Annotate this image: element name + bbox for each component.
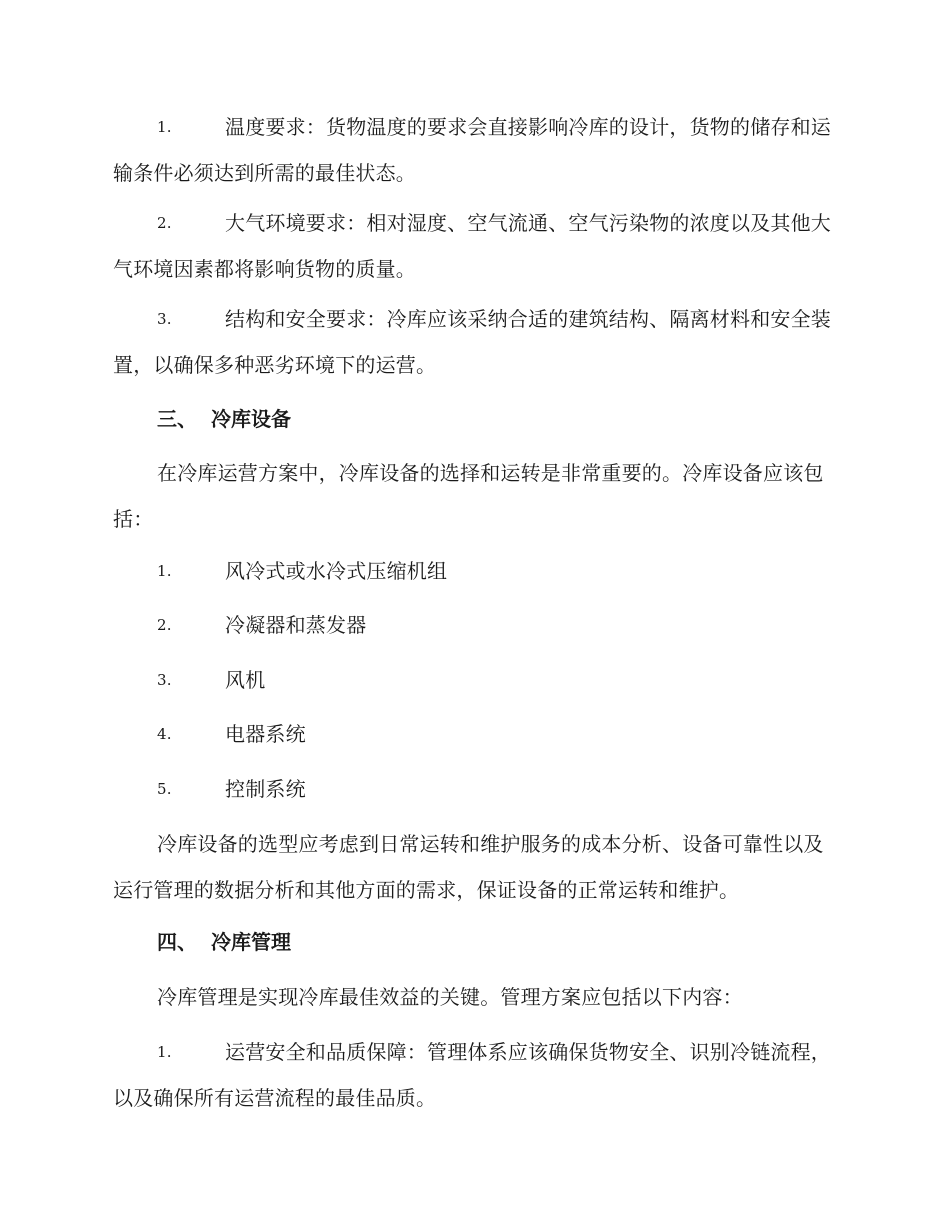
list-text: 电器系统 — [225, 722, 306, 746]
section-number: 三、 — [157, 407, 197, 431]
list-number: 3. — [157, 310, 172, 328]
list-number: 1. — [157, 1043, 172, 1061]
list-number: 5. — [157, 780, 172, 798]
section-title: 冷库设备 — [211, 407, 291, 431]
list-item — [113, 296, 835, 388]
list-item — [113, 1029, 835, 1121]
list-item — [113, 104, 835, 196]
list-text: 大气环境要求：相对湿度、空气流通、空气污染物的浓度以及其他大气环境因素都将影响货物的质量。 — [113, 211, 831, 281]
paragraph: 在冷库运营方案中，冷库设备的选择和运转是非常重要的。冷库设备应该包括： — [113, 461, 824, 531]
list-number: 1. — [157, 118, 172, 136]
list-text: 结构和安全要求：冷库应该采纳合适的建筑结构、隔离材料和安全装置，以确保多种恶劣环境下的运营。 — [113, 307, 831, 377]
list-item — [113, 602, 835, 648]
paragraph: 冷库管理是实现冷库最佳效益的关键。管理方案应包括以下内容： — [157, 985, 743, 1009]
list-number: 4. — [157, 725, 172, 743]
list-item — [113, 548, 835, 594]
list-text: 运营安全和品质保障：管理体系应该确保货物安全、识别冷链流程，以及确保所有运营流程的最佳品质。 — [113, 1040, 831, 1110]
list-item — [113, 200, 835, 292]
section-title: 冷库管理 — [211, 930, 291, 954]
list-text: 风冷式或水冷式压缩机组 — [225, 559, 448, 583]
section-heading — [157, 919, 291, 965]
paragraph: 冷库设备的选型应考虑到日常运转和维护服务的成本分析、设备可靠性以及运行管理的数据分析和其他方面的需求，保证设备的正常运转和维护。 — [113, 832, 824, 902]
list-text: 控制系统 — [225, 777, 306, 801]
list-number: 1. — [157, 562, 172, 580]
list-text: 温度要求：货物温度的要求会直接影响冷库的设计，货物的储存和运输条件必须达到所需的最佳状态。 — [113, 115, 831, 185]
list-item — [113, 766, 835, 812]
list-item — [113, 711, 835, 757]
section-heading — [157, 396, 291, 442]
list-number: 3. — [157, 671, 172, 689]
list-number: 2. — [157, 214, 172, 232]
list-text: 风机 — [225, 668, 266, 692]
list-text: 冷凝器和蒸发器 — [225, 613, 367, 637]
list-item — [113, 657, 835, 703]
section-number: 四、 — [157, 930, 197, 954]
list-number: 2. — [157, 616, 172, 634]
